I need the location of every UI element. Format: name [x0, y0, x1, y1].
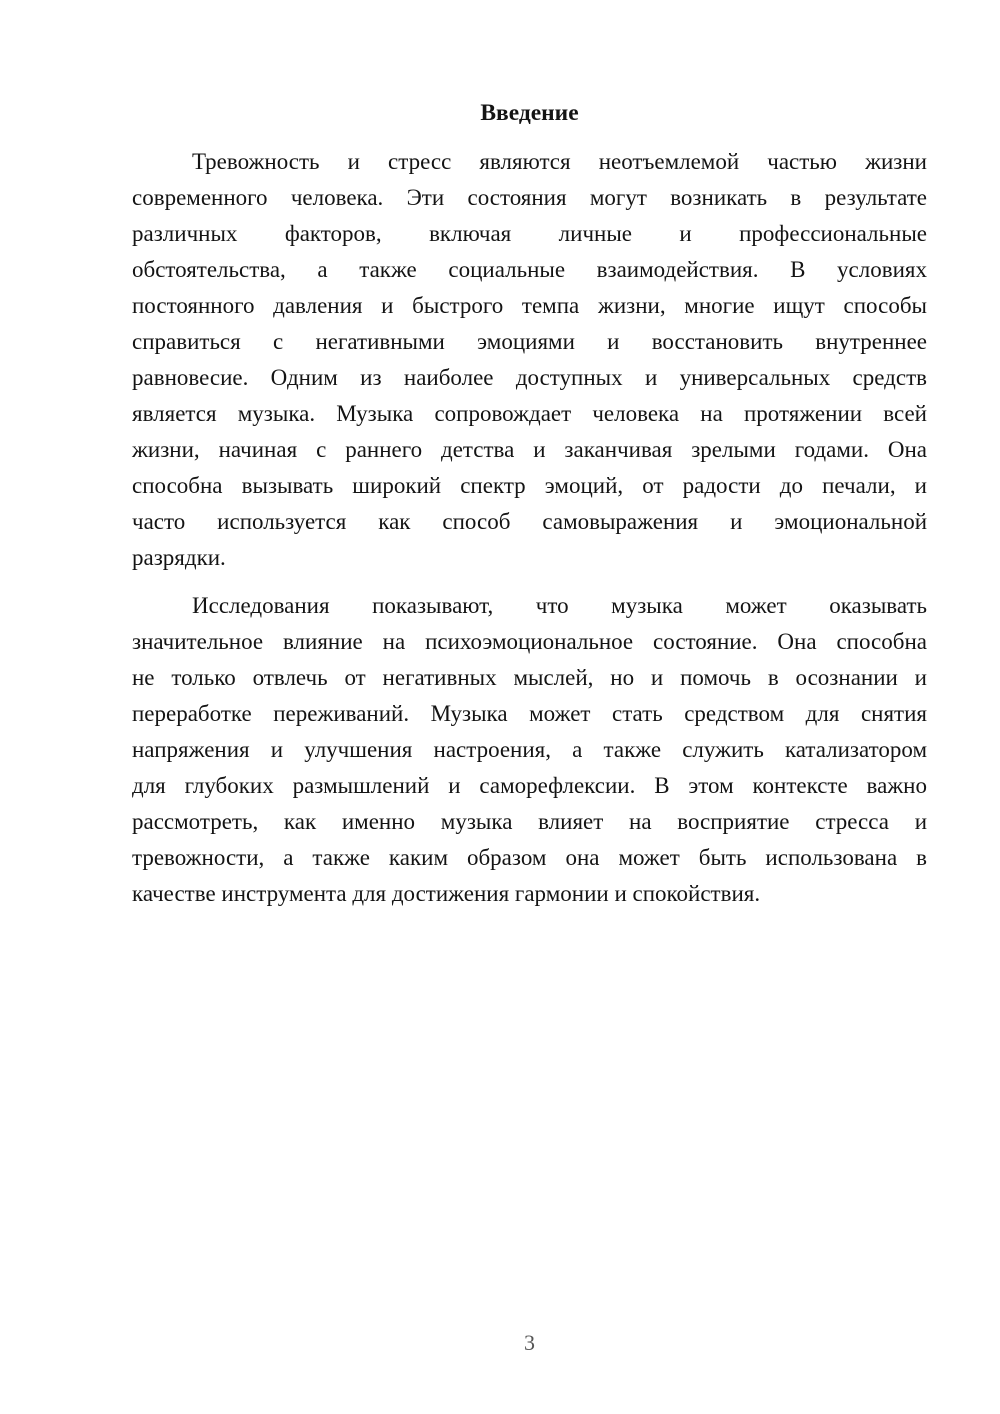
paragraph-1	[132, 144, 927, 576]
text-line: часто используется как способ самовыражения и эмоциональной	[132, 509, 927, 534]
text-line: постоянного давления и быстрого темпа жизни, многие ищут способы	[132, 293, 927, 318]
text-line: Тревожность и стресс являются неотъемлемой частью жизни	[192, 149, 927, 174]
text-line: качестве инструмента для достижения гармонии и спокойствия.	[132, 881, 761, 906]
text-line: переработке переживаний. Музыка может стать средством для снятия	[132, 701, 927, 726]
page-number: 3	[524, 1330, 535, 1355]
text-line: справиться с негативными эмоциями и восстановить внутреннее	[132, 329, 927, 354]
text-line: Исследования показывают, что музыка может оказывать	[192, 593, 927, 618]
section-heading: Введение	[480, 100, 579, 126]
text-line: является музыка. Музыка сопровождает человека на протяжении всей	[132, 401, 927, 426]
text-line: способна вызывать широкий спектр эмоций, от радости до печали, и	[132, 473, 927, 498]
page-content	[132, 95, 927, 924]
text-line: обстоятельства, а также социальные взаимодействия. В условиях	[132, 257, 927, 282]
text-line: разрядки.	[132, 545, 226, 570]
text-line: рассмотреть, как именно музыка влияет на восприятие стресса и	[132, 809, 927, 834]
text-line: современного человека. Эти состояния могут возникать в результате	[132, 185, 927, 210]
text-line: значительное влияние на психоэмоциональное состояние. Она способна	[132, 629, 927, 654]
text-line: для глубоких размышлений и саморефлексии. В этом контексте важно	[132, 773, 927, 798]
text-line: не только отвлечь от негативных мыслей, но и помочь в осознании и	[132, 665, 927, 690]
text-line: равновесие. Одним из наиболее доступных и универсальных средств	[132, 365, 927, 390]
paragraph-2	[132, 588, 927, 912]
text-line: тревожности, а также каким образом она может быть использована в	[132, 845, 927, 870]
text-line: различных факторов, включая личные и профессиональные	[132, 221, 927, 246]
text-line: напряжения и улучшения настроения, а также служить катализатором	[132, 737, 927, 762]
text-line: жизни, начиная с раннего детства и заканчивая зрелыми годами. Она	[132, 437, 927, 462]
